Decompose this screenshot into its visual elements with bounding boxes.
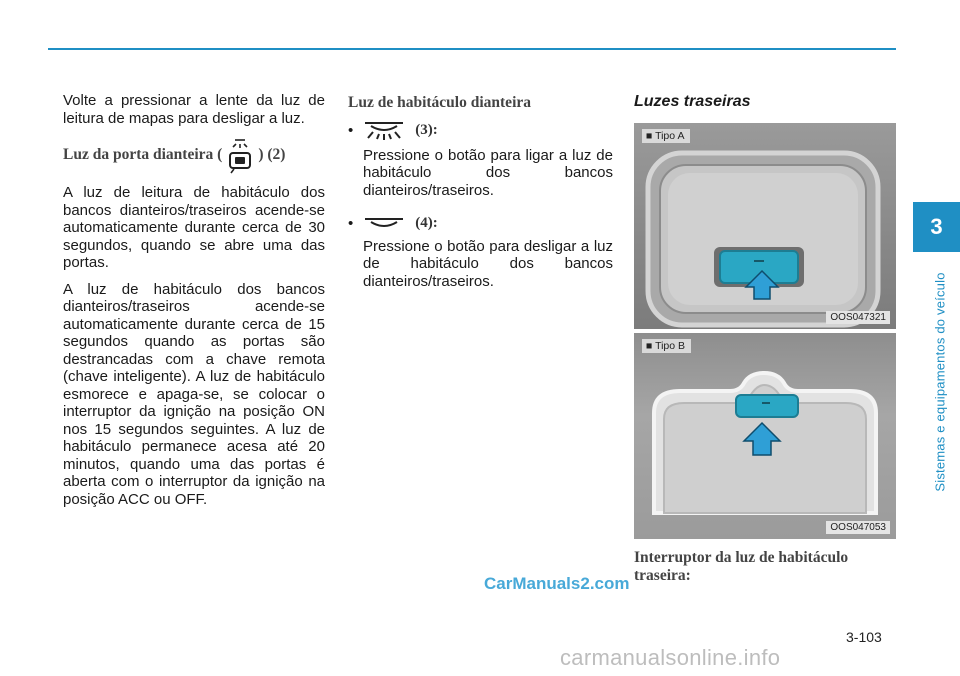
heading-front-room-light: Luz de habitáculo dianteira	[348, 94, 532, 111]
paragraph-door-open: A luz de leitura de habitáculo dos bancos dianteiros/traseiros acende-se automaticamente durante cerca de 30 segundos, quando se abre uma das portas.	[63, 184, 325, 271]
type-a-label: ■ Tipo A	[642, 129, 690, 143]
paragraph-remote-key: A luz de habitáculo dos bancos dianteiros/traseiros acende-se automaticamente durante cerca de 15 segundos quando as portas são destrancadas com a chave remota (chave inteligente). A luz de habitáculo esmorece e apaga-se, se colocar o interruptor da ignição na posição ON nos 15 segundos seguintes. A luz de habitáculo permanece acesa até 20 minutos, quando uma das portas é aberta com o interruptor da ignição na posição ACC ou OFF.	[63, 280, 325, 508]
bullet-on	[348, 120, 613, 142]
rear-lamp-type-a-illustration	[634, 123, 896, 329]
subheading-rear-switch: Interruptor da luz de habitáculo traseira:	[634, 549, 849, 584]
heading-suffix: ) (2)	[258, 146, 286, 164]
photo-type-a	[634, 123, 896, 329]
light-off-icon	[361, 216, 407, 232]
bullet-off-text: Pressione o botão para desligar a luz de habitáculo dos bancos dianteiros/traseiros.	[363, 237, 613, 290]
bullet-on-number: (3):	[415, 121, 438, 138]
type-b-label: ■ Tipo B	[642, 339, 691, 353]
heading-rear-lights: Luzes traseiras	[634, 93, 751, 110]
chapter-tab: 3	[913, 202, 960, 252]
watermark-carmanuals2: CarManuals2.com	[484, 574, 630, 593]
bullet-off	[348, 215, 613, 233]
heading-front-door-light	[63, 136, 325, 174]
watermark-carmanualsonline: carmanualsonline.info	[560, 645, 781, 670]
bullet-off-number: (4):	[415, 215, 438, 231]
chapter-title-text: Sistemas e equipamentos do veículo	[932, 272, 948, 492]
type-b-code: OOS047053	[826, 521, 890, 534]
column-3	[634, 93, 896, 111]
bullet-dot: •	[348, 215, 354, 232]
light-on-icon	[361, 120, 407, 142]
column-1	[63, 92, 325, 517]
paragraph-map-light-off: Volte a pressionar a lente da luz de leitura de mapas para desligar a luz.	[63, 92, 325, 127]
type-a-code: OOS047321	[826, 311, 890, 324]
heading-prefix: Luz da porta dianteira (	[63, 146, 223, 164]
rear-lamp-type-b-illustration	[634, 333, 896, 539]
photo-type-b	[634, 333, 896, 539]
column-2	[348, 92, 613, 299]
bullet-dot: •	[348, 121, 354, 139]
chapter-title	[930, 262, 950, 502]
bullet-on-text: Pressione o botão para ligar a luz de habitáculo dos bancos dianteiros/traseiros.	[363, 146, 613, 199]
page-number: 3-103	[846, 629, 882, 645]
top-rule	[48, 48, 896, 50]
door-light-icon	[225, 136, 255, 174]
